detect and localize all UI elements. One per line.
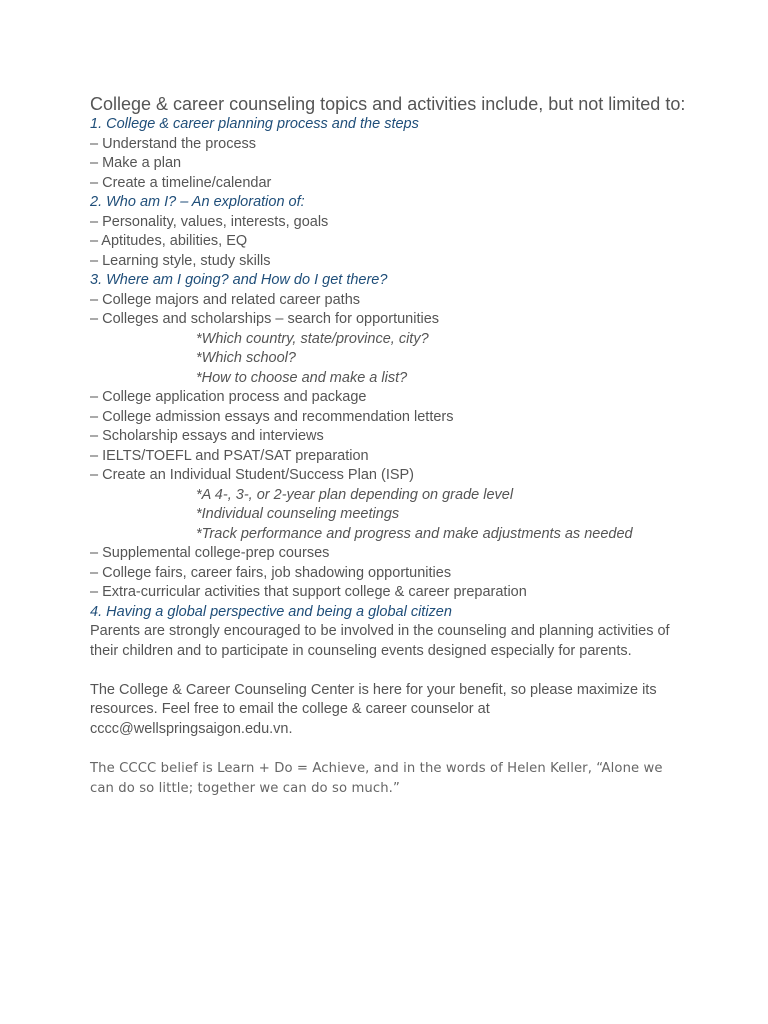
list-item: – College fairs, career fairs, job shadowing opportunities (90, 564, 452, 581)
sub-list-item: *A 4-, 3-, or 2-year plan depending on grade level (196, 486, 514, 503)
list-item: – College admission essays and recommendation letters (90, 408, 454, 425)
section-heading-4: 4. Having a global perspective and being a global citizen (90, 603, 452, 620)
list-item: – Create a timeline/calendar (90, 174, 272, 191)
section-heading-2: 2. Who am I? – An exploration of: (90, 194, 305, 210)
list-item: – Scholarship essays and interviews (90, 428, 324, 444)
section-heading-1: 1. College & career planning process and the steps (90, 116, 419, 132)
list-item: – Make a plan (90, 155, 182, 171)
list-item: – IELTS/TOEFL and PSAT/SAT preparation (90, 447, 369, 464)
document-body (90, 93, 690, 812)
list-item: – College majors and related career paths (90, 291, 361, 308)
list-item: – Personality, values, interests, goals (90, 213, 329, 230)
list-item: – Aptitudes, abilities, EQ (90, 233, 248, 249)
belief-quote: The CCCC belief is Learn + Do = Achieve, and in the words of Helen Keller, “Alone we can do so little; together we can do so much.” (90, 761, 663, 796)
list-item: – College application process and package (90, 389, 367, 405)
center-paragraph: The College & Career Counseling Center is here for your benefit, so please maximize its resources. Feel free to email the college & career counselor at cccc@wellspringsaigon.edu.vn. (90, 681, 657, 737)
sub-list-item: *Which country, state/province, city? (196, 330, 429, 347)
list-item: – Create an Individual Student/Success Plan (ISP) (90, 467, 415, 483)
list-item: – Understand the process (90, 135, 257, 152)
list-item: – Learning style, study skills (90, 252, 271, 269)
list-item: – Colleges and scholarships – search for opportunities (90, 311, 440, 327)
section-heading-3: 3. Where am I going? and How do I get there? (90, 272, 388, 288)
sub-list-item: *Individual counseling meetings (196, 506, 400, 522)
document-title: College & career counseling topics and activities include, but not limited to: (90, 94, 686, 114)
sub-list-item: *How to choose and make a list? (196, 369, 408, 386)
parents-paragraph: Parents are strongly encouraged to be involved in the counseling and planning activities of their children and to participate in counseling events designed especially for parents. (90, 623, 670, 659)
sub-list-item: *Track performance and progress and make adjustments as needed (196, 525, 633, 542)
list-item: – Supplemental college-prep courses (90, 545, 330, 561)
list-item: – Extra-curricular activities that support college & career preparation (90, 584, 527, 600)
sub-list-item: *Which school? (196, 350, 296, 366)
